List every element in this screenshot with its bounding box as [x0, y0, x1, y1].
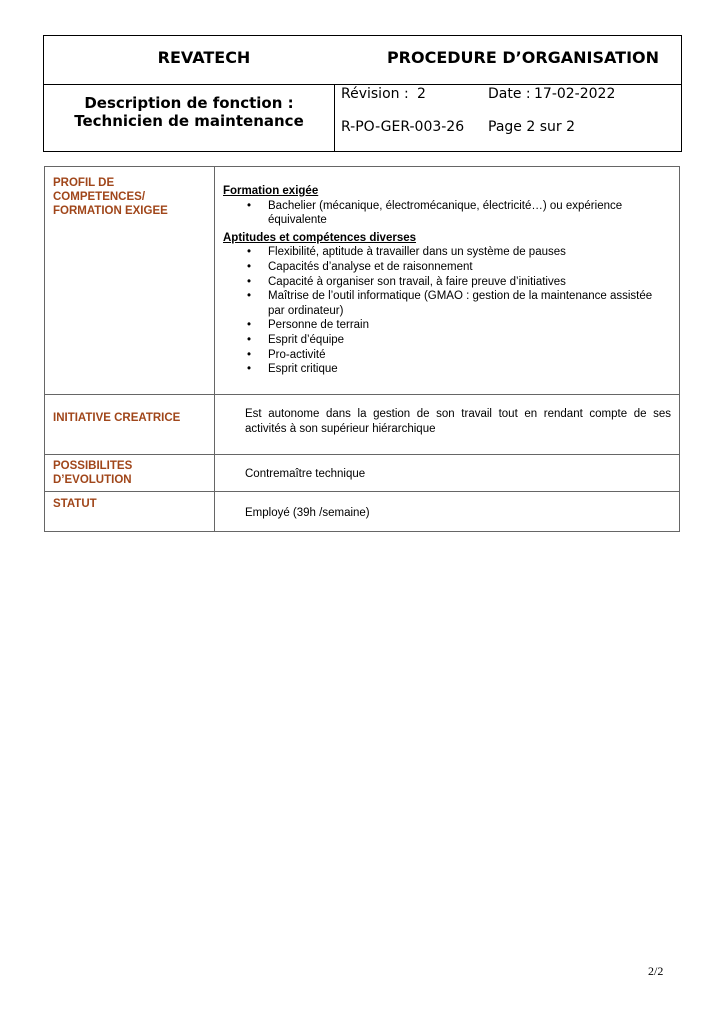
- document-header: [43, 35, 682, 152]
- list-item: • Personne de terrain: [247, 319, 370, 332]
- revision-value: 2: [417, 86, 426, 102]
- initiative-content: [215, 395, 680, 455]
- statut-content: [215, 492, 680, 532]
- row-evolution: [45, 455, 680, 492]
- function-description-table: [44, 166, 680, 532]
- bullet-icon: •: [247, 290, 252, 303]
- company-name: REVATECH: [157, 48, 251, 67]
- title-line-1: Description de fonction :: [84, 94, 294, 112]
- evolution-text: Contremaître technique: [245, 468, 366, 480]
- page-indicator: Page 2 sur 2: [488, 119, 575, 135]
- row-profil: [45, 167, 680, 395]
- formation-heading: Formation exigée: [223, 185, 319, 197]
- aptitudes-heading: Aptitudes et compétences diverses: [223, 231, 417, 244]
- document-title: [44, 94, 334, 130]
- profil-label: PROFIL DE COMPETENCES/ FORMATION EXIGEE: [45, 167, 215, 395]
- date-value: 17-02-2022: [534, 86, 616, 102]
- row-initiative: [45, 395, 680, 455]
- bullet-icon: •: [247, 319, 252, 332]
- bullet-icon: •: [247, 260, 252, 273]
- profil-content: [215, 167, 680, 395]
- aptitudes-list: [223, 245, 671, 376]
- date-label: Date :: [488, 86, 531, 102]
- statut-text: Employé (39h /semaine): [245, 507, 370, 519]
- bullet-icon: •: [247, 333, 252, 346]
- list-item: • Capacités d’analyse et de raisonnement: [247, 260, 473, 273]
- title-line-2: Technicien de maintenance: [74, 112, 304, 130]
- bullet-icon: •: [247, 348, 252, 361]
- revision-label: Révision :: [341, 86, 409, 102]
- header-divider: [334, 84, 335, 152]
- bullet-icon: •: [247, 199, 252, 212]
- bullet-icon: •: [247, 246, 252, 259]
- initiative-label: INITIATIVE CREATRICE: [45, 395, 215, 455]
- formation-list: [223, 199, 671, 228]
- bullet-icon: •: [247, 363, 252, 376]
- list-item: • Esprit critique: [247, 363, 338, 376]
- list-item: • Capacité à organiser son travail, à faire preuve d’initiatives: [247, 275, 566, 288]
- bullet-icon: •: [247, 275, 252, 288]
- initiative-text: Est autonome dans la gestion de son travail tout en rendant compte de ses activités à son supérieur hiérarchique: [245, 408, 671, 435]
- document-reference: R-PO-GER-003-26: [341, 119, 465, 135]
- evolution-label: POSSIBILITES D’EVOLUTION: [45, 455, 215, 492]
- row-statut: [45, 492, 680, 532]
- list-item: • Bachelier (mécanique, électromécanique, électricité…) ou expérience équivalente: [247, 199, 623, 227]
- list-item: • Esprit d’équipe: [247, 333, 345, 346]
- statut-label: STATUT: [45, 492, 215, 532]
- evolution-content: [215, 455, 680, 492]
- document-type: PROCEDURE D’ORGANISATION: [386, 48, 660, 67]
- list-item: • Pro-activité: [247, 348, 326, 361]
- page-number: 2/2: [648, 964, 664, 978]
- list-item: • Flexibilité, aptitude à travailler dans un système de pauses: [247, 246, 566, 259]
- list-item: • Maîtrise de l’outil informatique (GMAO : gestion de la maintenance assistée par ordinateur): [247, 290, 653, 317]
